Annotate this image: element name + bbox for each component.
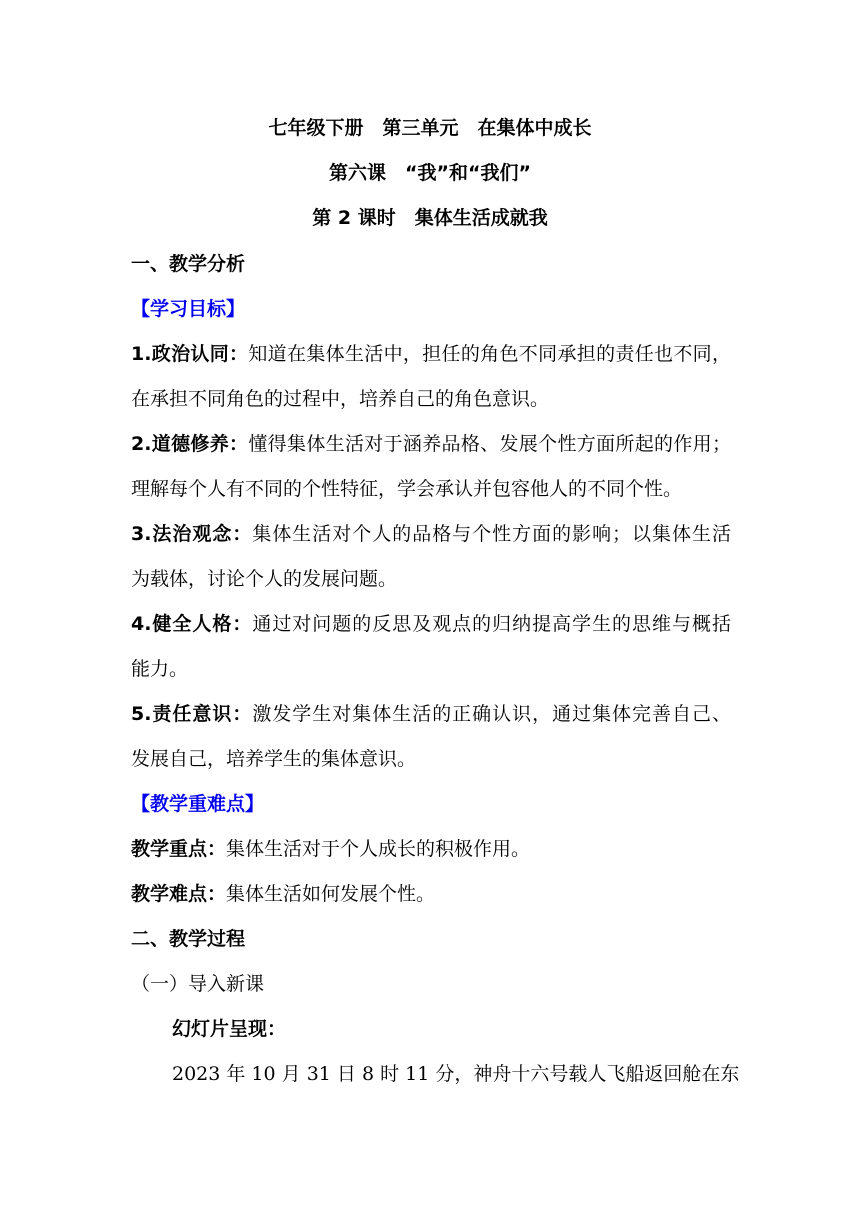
objective-3-line2: 为载体，讨论个人的发展问题。 xyxy=(131,568,398,590)
slide-label: 幻灯片呈现： xyxy=(172,1018,287,1040)
objective-4-line2: 能力。 xyxy=(131,658,189,680)
objective-1-text: 知道在集体生活中，担任的角色不同承担的责任也不同， xyxy=(248,343,731,365)
objective-4-text: 通过对问题的反思及观点的归纳提高学生的思维与概括 xyxy=(252,613,731,635)
objective-5-label: 5.责任意识： xyxy=(131,703,253,725)
title-period: 第 2 课时 集体生活成就我 xyxy=(312,207,548,229)
title-unit: 七年级下册 第三单元 在集体中成长 xyxy=(268,117,592,139)
objective-1-line1 xyxy=(131,340,731,368)
objective-2-label: 2.道德修养： xyxy=(131,433,249,455)
objective-5-text: 激发学生对集体生活的正确认识，通过集体完善自己、 xyxy=(252,703,731,725)
key-point-row xyxy=(131,835,731,863)
objective-2-text: 懂得集体生活对于涵养品格、发展个性方面所起的作用； xyxy=(248,433,731,455)
objective-5-line2: 发展自己，培养学生的集体意识。 xyxy=(131,748,417,770)
objective-1-label: 1.政治认同： xyxy=(131,343,249,365)
difficulty-row xyxy=(131,880,731,908)
objective-3-text: 集体生活对个人的品格与个性方面的影响；以集体生活 xyxy=(252,523,731,545)
title-lesson: 第六课 “我”和“我们” xyxy=(329,162,531,184)
subsection-intro: （一）导入新课 xyxy=(131,973,265,995)
objective-5-line1 xyxy=(131,700,731,728)
objective-4-line1 xyxy=(131,610,731,638)
section-heading-process: 二、教学过程 xyxy=(131,928,246,950)
objective-3-label: 3.法治观念： xyxy=(131,523,253,545)
slide-text: 2023 年 10 月 31 日 8 时 11 分，神舟十六号载人飞船返回舱在东 xyxy=(172,1063,740,1085)
objective-2-line1 xyxy=(131,430,731,458)
objective-2-line2: 理解每个人有不同的个性特征，学会承认并包容他人的不同个性。 xyxy=(131,478,683,500)
key-point-label: 教学重点： xyxy=(131,838,227,860)
key-points-label: 【教学重难点】 xyxy=(131,793,265,815)
difficulty-text: 集体生活如何发展个性。 xyxy=(226,883,436,905)
section-heading-analysis: 一、教学分析 xyxy=(131,253,246,275)
difficulty-label: 教学难点： xyxy=(131,883,227,905)
objective-4-label: 4.健全人格： xyxy=(131,613,253,635)
objectives-label: 【学习目标】 xyxy=(131,298,246,320)
objective-1-line2: 在承担不同角色的过程中，培养自己的角色意识。 xyxy=(131,388,550,410)
key-point-text: 集体生活对于个人成长的积极作用。 xyxy=(226,838,531,860)
objective-3-line1 xyxy=(131,520,731,548)
